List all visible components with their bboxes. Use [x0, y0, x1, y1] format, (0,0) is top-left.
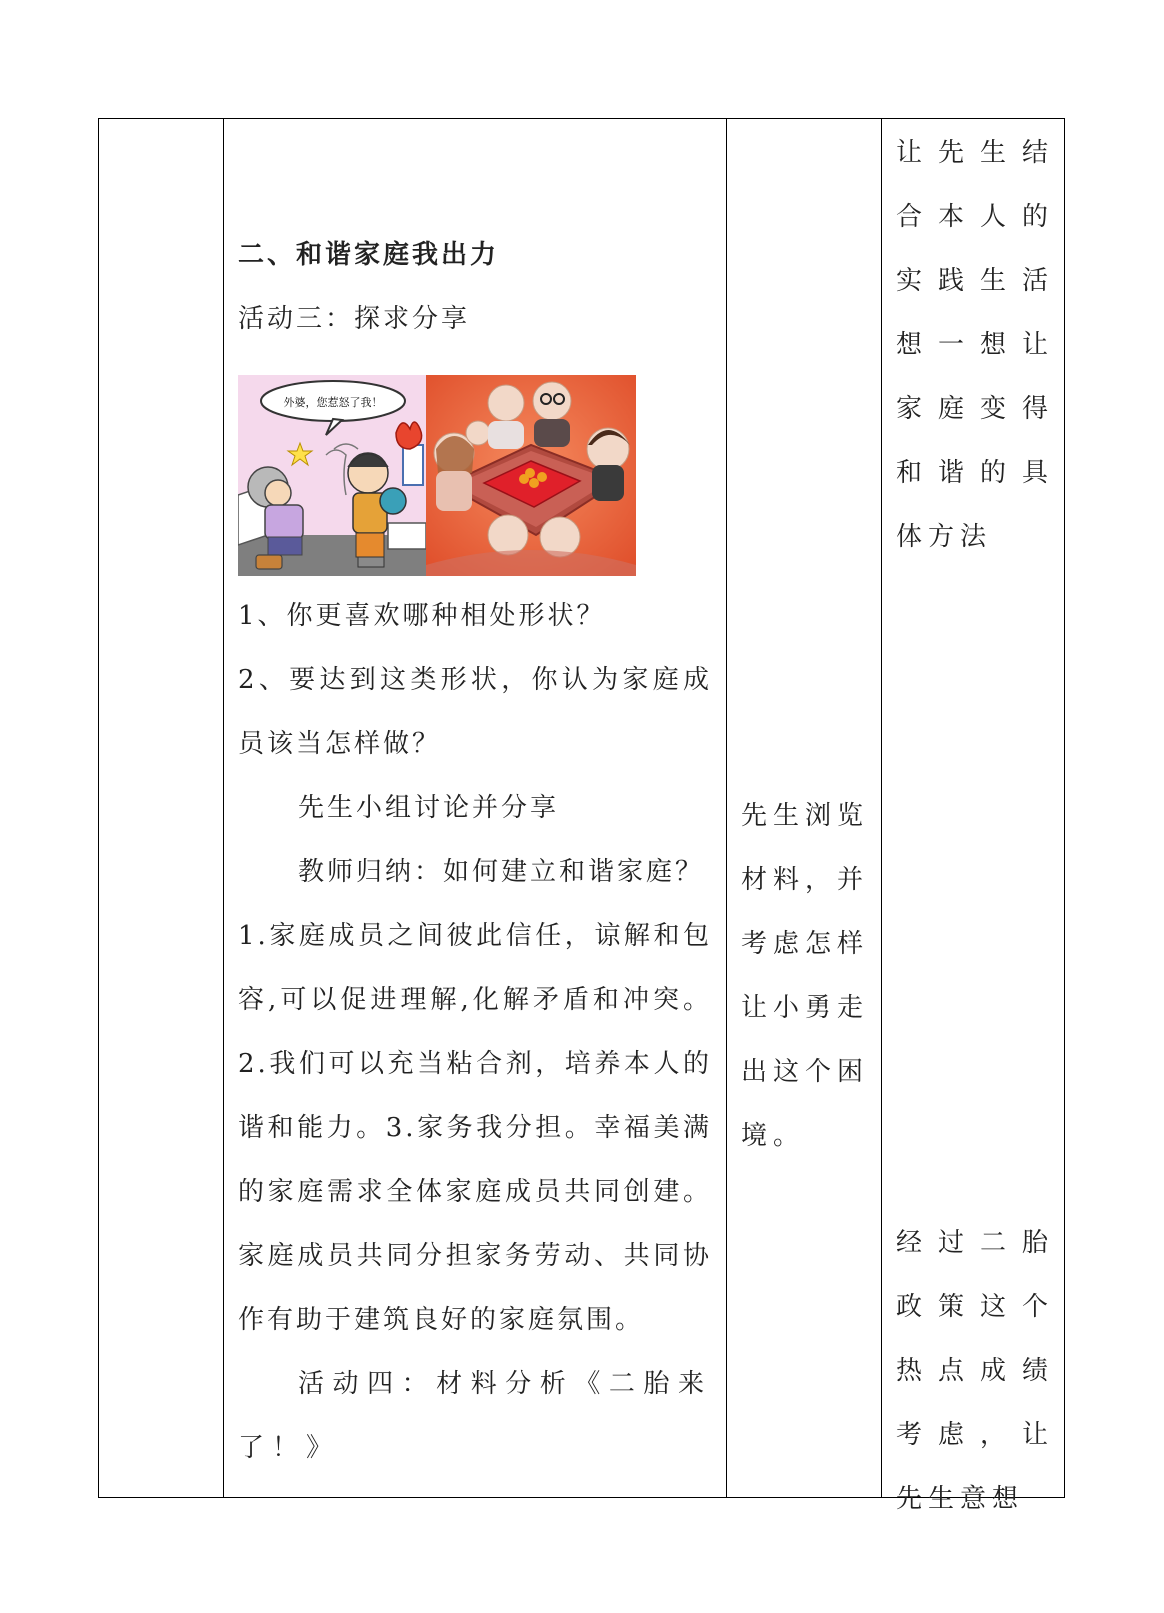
design-intent-text-1: 让先生结合本人的实践生活想一想让家庭变得和谐的具体方法 — [896, 138, 1054, 552]
teaching-content-cell — [224, 119, 727, 1498]
design-intent-text-2: 经过二胎政策这个热点成绩考虑，让先生意想 — [896, 1228, 1054, 1514]
section-heading: 二、和谐家庭我出力 — [238, 240, 500, 270]
student-activity-text: 先生浏览材料，并考虑怎样让小勇走出这个困境。 — [741, 801, 870, 1151]
teacher-summary-intro: 教师归纳：如何建立和谐家庭？ — [298, 857, 705, 887]
teacher-summary-body: 1.家庭成员之间彼此信任，谅解和包容,可以促进理解,化解矛盾和冲突。2.我们可以充当粘合剂，培养本人的谐和能力。3.家务我分担。幸福美满的家庭需求全体家庭成员共同创建。家庭成员共同分担家务劳动、共同协作有助于建筑良好的家庭氛围。 — [238, 921, 712, 1335]
family-gathering-image — [426, 375, 636, 576]
activity-three-title: 活动三：探求分享 — [238, 304, 471, 334]
design-intent-cell — [882, 119, 1065, 1514]
cartoon-argument-image — [238, 375, 426, 576]
student-activity — [741, 784, 869, 1168]
lesson-plan-table — [98, 118, 1065, 1514]
illustration-pair — [238, 367, 712, 582]
design-intent-bottom — [896, 1211, 1054, 1531]
question-2: 2、要达到这类形状，你认为家庭成员该当怎样做？ — [238, 665, 712, 759]
group-discussion-text: 先生小组讨论并分享 — [298, 793, 560, 823]
question-1: 1、你更喜欢哪种相处形状？ — [238, 601, 606, 631]
design-intent-top — [896, 121, 1054, 569]
teaching-content — [238, 227, 712, 1480]
cartoon-speech-text: 外婆，您惹怒了我！ — [283, 396, 383, 409]
teaching-stage-cell — [99, 119, 224, 1498]
activity-four-title: 活动四：材料分析《二胎来了！》 — [238, 1369, 712, 1463]
student-activity-cell — [727, 119, 882, 1498]
